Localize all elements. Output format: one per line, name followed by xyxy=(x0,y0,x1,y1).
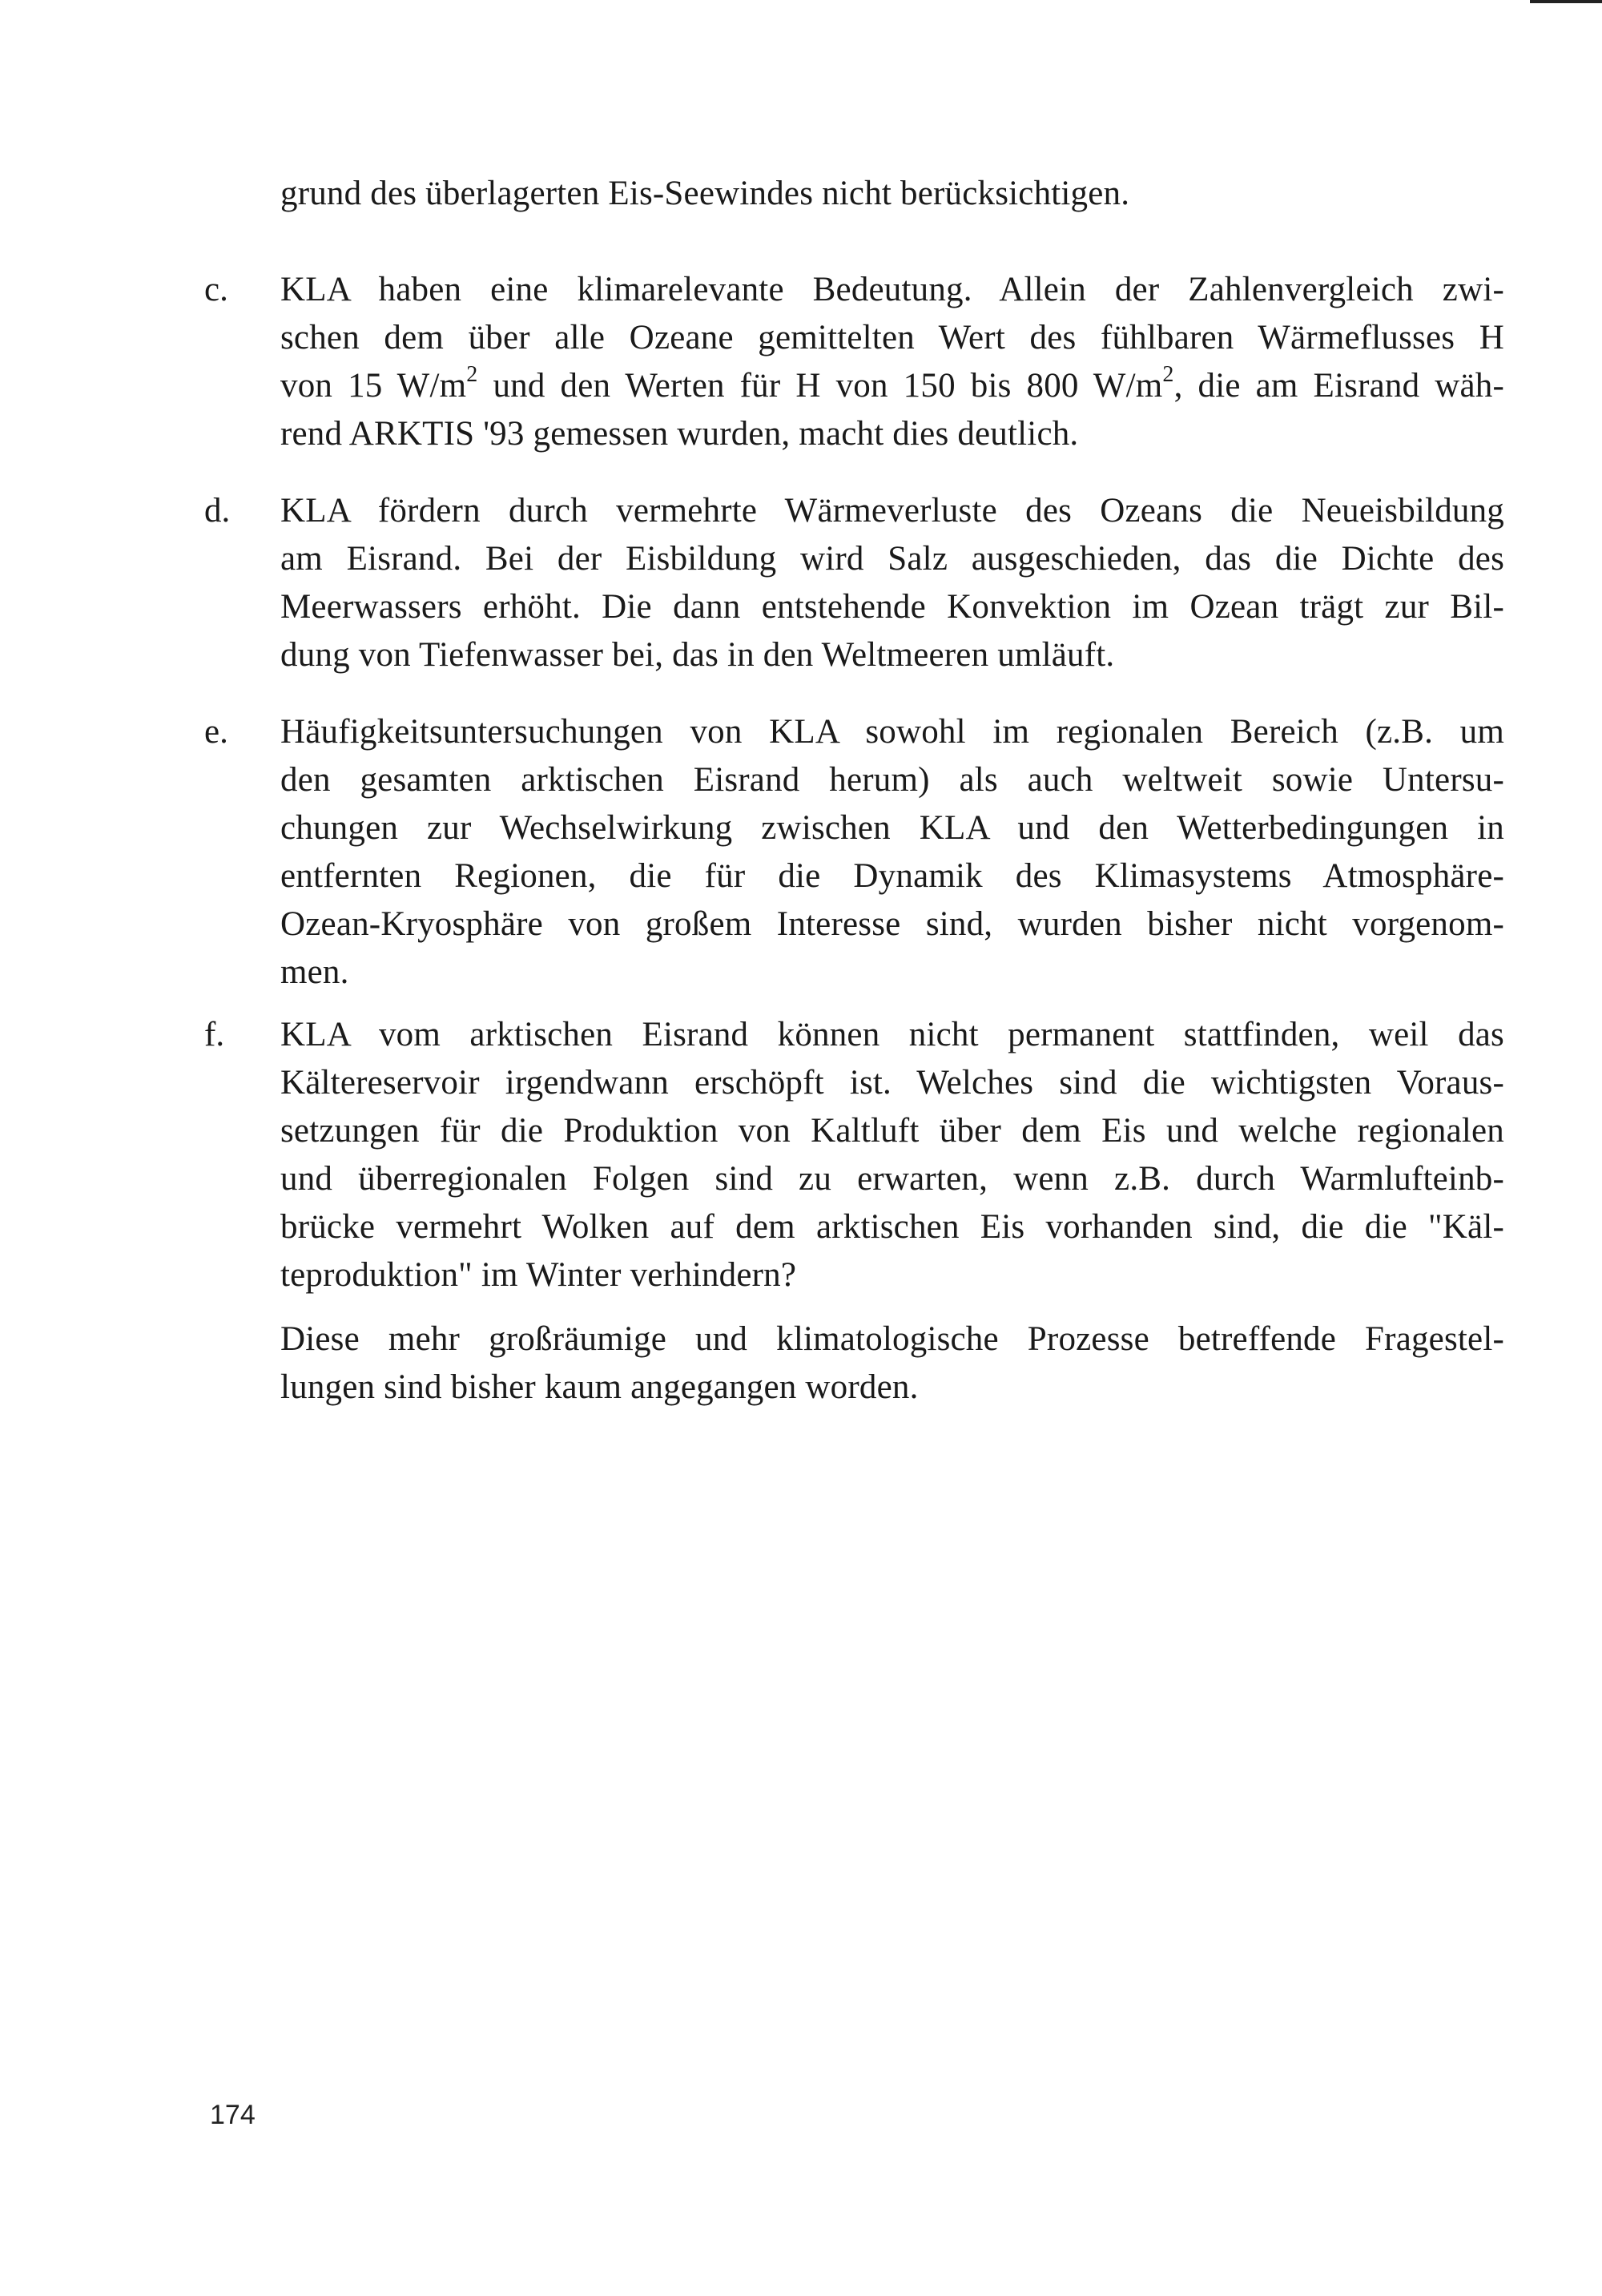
text-line: men. xyxy=(280,953,349,991)
text-fragment: von 15 W/m xyxy=(280,367,467,405)
text-line: rend ARKTIS '93 gemessen wurden, macht dies deutlich. xyxy=(280,415,1079,453)
list-item-f xyxy=(280,1011,1504,1299)
list-marker-e: e. xyxy=(204,713,228,751)
page-number: 174 xyxy=(210,2100,256,2130)
list-item-d xyxy=(280,487,1504,679)
text-line: schen dem über alle Ozeane gemittelten Wert des fühlbaren Wärmeflusses H xyxy=(280,319,1504,356)
superscript: 2 xyxy=(466,361,478,387)
text-line: Häufigkeitsuntersuchungen von KLA sowohl im regionalen Bereich (z.B. um xyxy=(280,713,1504,751)
text-line: Ozean-Kryosphäre von großem Interesse sind, wurden bisher nicht vorgenom- xyxy=(280,905,1504,943)
text-line: grund des überlagerten Eis-Seewindes nicht berücksichtigen. xyxy=(280,175,1130,212)
closing-paragraph xyxy=(280,1315,1504,1412)
text-line: entfernten Regionen, die für die Dynamik des Klimasystems Atmosphäre- xyxy=(280,857,1504,895)
text-line: KLA haben eine klimarelevante Bedeutung. Allein der Zahlenvergleich zwi- xyxy=(280,271,1504,308)
text-line: setzungen für die Produktion von Kaltluft über dem Eis und welche regionalen xyxy=(280,1112,1504,1150)
text-line: Meerwassers erhöht. Die dann entstehende Konvektion im Ozean trägt zur Bil- xyxy=(280,588,1504,626)
text-line: den gesamten arktischen Eisrand herum) als auch weltweit sowie Untersu- xyxy=(280,761,1504,799)
text-fragment: und den Werten für H von 150 bis 800 W/m xyxy=(477,367,1163,405)
text-fragment: , die am Eisrand wäh- xyxy=(1173,367,1505,405)
text-line: dung von Tiefenwasser bei, das in den Weltmeeren umläuft. xyxy=(280,636,1115,674)
text-line: KLA vom arktischen Eisrand können nicht permanent stattfinden, weil das xyxy=(280,1016,1504,1053)
superscript: 2 xyxy=(1162,361,1174,387)
text-line: Kältereservoir irgendwann erschöpft ist. Welches sind die wichtigsten Voraus- xyxy=(280,1064,1504,1102)
text-line: am Eisrand. Bei der Eisbildung wird Salz ausgeschieden, das die Dichte des xyxy=(280,540,1504,578)
text-line: KLA fördern durch vermehrte Wärmeverluste des Ozeans die Neueisbildung xyxy=(280,492,1504,530)
continuation-paragraph xyxy=(280,170,1504,218)
text-line-with-superscript xyxy=(280,362,1504,410)
list-item-e xyxy=(280,708,1504,997)
text-line: Diese mehr großräumige und klimatologische Prozesse betreffende Fragestel- xyxy=(280,1320,1504,1358)
text-line: und überregionalen Folgen sind zu erwarten, wenn z.B. durch Warmlufteinb- xyxy=(280,1160,1504,1198)
text-line: lungen sind bisher kaum angegangen worden. xyxy=(280,1368,919,1406)
text-line: teproduktion" im Winter verhindern? xyxy=(280,1256,797,1294)
text-line: brücke vermehrt Wolken auf dem arktischen Eis vorhanden sind, die die "Käl- xyxy=(280,1208,1504,1246)
list-marker-f: f. xyxy=(204,1016,225,1053)
list-marker-c: c. xyxy=(204,271,228,308)
top-edge-rule xyxy=(1530,0,1602,3)
list-marker-d: d. xyxy=(204,492,231,530)
text-line: chungen zur Wechselwirkung zwischen KLA und den Wetterbedingungen in xyxy=(280,809,1504,847)
list-item-c xyxy=(280,266,1504,458)
